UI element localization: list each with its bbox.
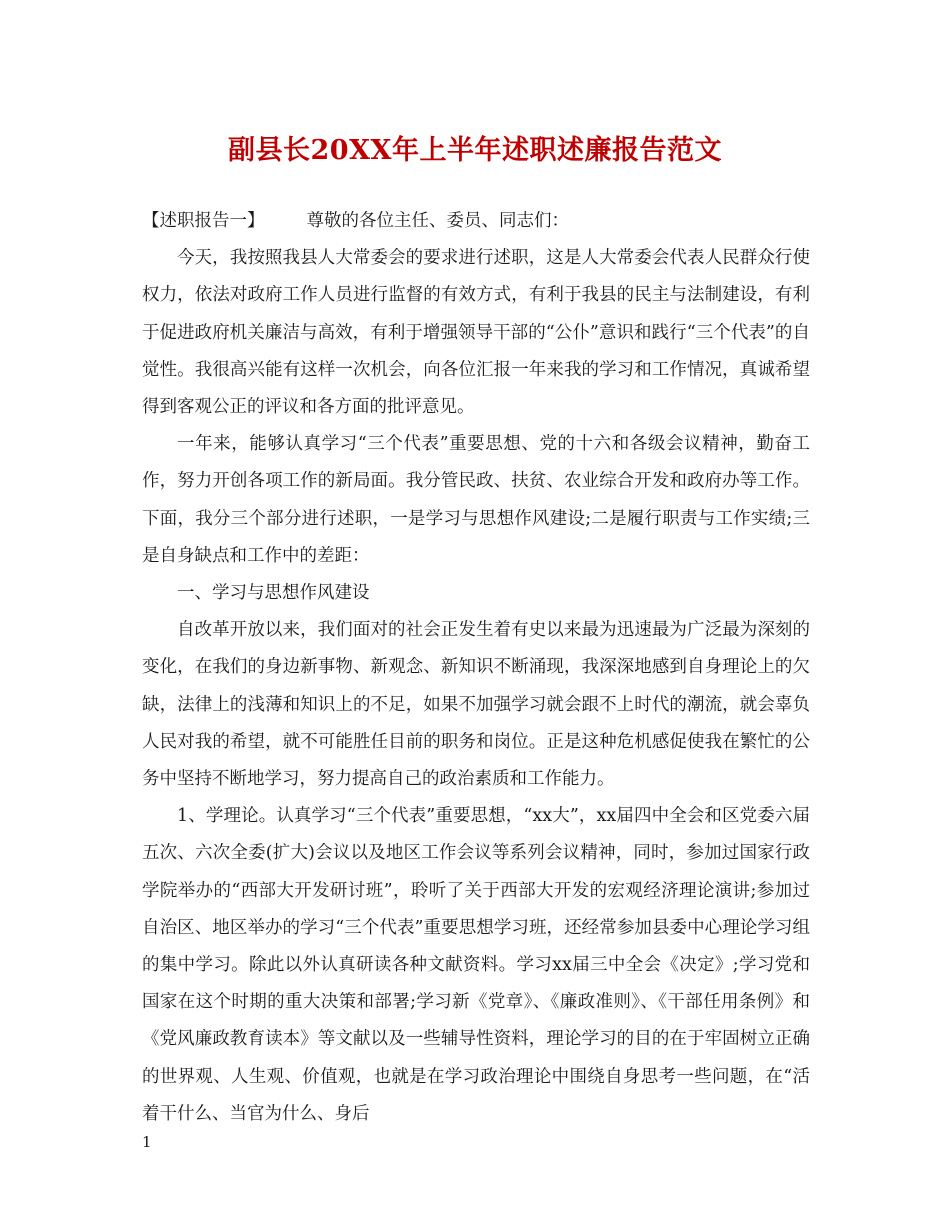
document-body xyxy=(142,203,810,1133)
paragraph-overview: 一年来，能够认真学习“三个代表”重要思想、党的十六和各级会议精神，勤奋工作，努力开创各项工作的新局面。我分管民政、扶贫、农业综合开发和政府办等工作。下面，我分三个部分进行述职，一是学习与思想作风建设;二是履行职责与工作实绩;三是自身缺点和工作中的差距： xyxy=(142,434,810,566)
opening-line xyxy=(142,203,810,240)
section-heading: 一、学习与思想作风建设 xyxy=(177,583,370,604)
paragraph-reform: 自改革开放以来，我们面对的社会正发生着有史以来最为迅速最为广泛最为深刻的变化，在我们的身边新事物、新观念、新知识不断涌现，我深深地感到自身理论上的欠缺，法律上的浅薄和知识上的不足，如果不加强学习就会跟不上时代的潮流，就会辜负人民对我的希望，就不可能胜任目前的职务和岗位。正是这种危机感促使我在繁忙的公务中坚持不断地学习，努力提高自己的政治素质和工作能力。 xyxy=(142,620,810,790)
page-number: 1 xyxy=(142,1133,152,1151)
paragraph-intro: 今天，我按照我县人大常委会的要求进行述职，这是人大常委会代表人民群众行使权力，依法对政府工作人员进行监督的有效方式，有利于我县的民主与法制建设，有利于促进政府机关廉洁与高效，有利于增强领导干部的“公仆”意识和践行“三个代表”的自觉性。我很高兴能有这样一次机会，向各位汇报一年来我的学习和工作情况，真诚希望得到客观公正的评议和各方面的批评意见。 xyxy=(142,248,810,418)
paragraph-study-theory: 1、学理论。认真学习“三个代表”重要思想，“xx大”，xx届四中全会和区党委六届五次、六次全委(扩大)会议以及地区工作会议等系列会议精神，同时，参加过国家行政学院举办的“西部大开发研讨班”，聆听了关于西部大开发的宏观经济理论演讲;参加过自治区、地区举办的学习“三个代表”重要思想学习班，还经常参加县委中心理论学习组的集中学习。除此以外认真研读各种文献资料。学习xx届三中全会《决定》;学习党和国家在这个时期的重大决策和部署;学习新《党章》、《廉政准则》、《干部任用条例》和《党风廉政教育读本》等文献以及一些辅导性资料，理论学习的目的在于牢固树立正确的世界观、人生观、价值观，也就是在学习政治理论中围绕自身思考一些问题，在“活着干什么、当官为什么、身后 xyxy=(142,806,810,1124)
section-label: 【述职报告一】 xyxy=(142,211,265,231)
salutation: 尊敬的各位主任、委员、同志们： xyxy=(306,211,569,231)
document-title: 副县长20XX年上半年述职述廉报告范文 xyxy=(228,135,722,166)
